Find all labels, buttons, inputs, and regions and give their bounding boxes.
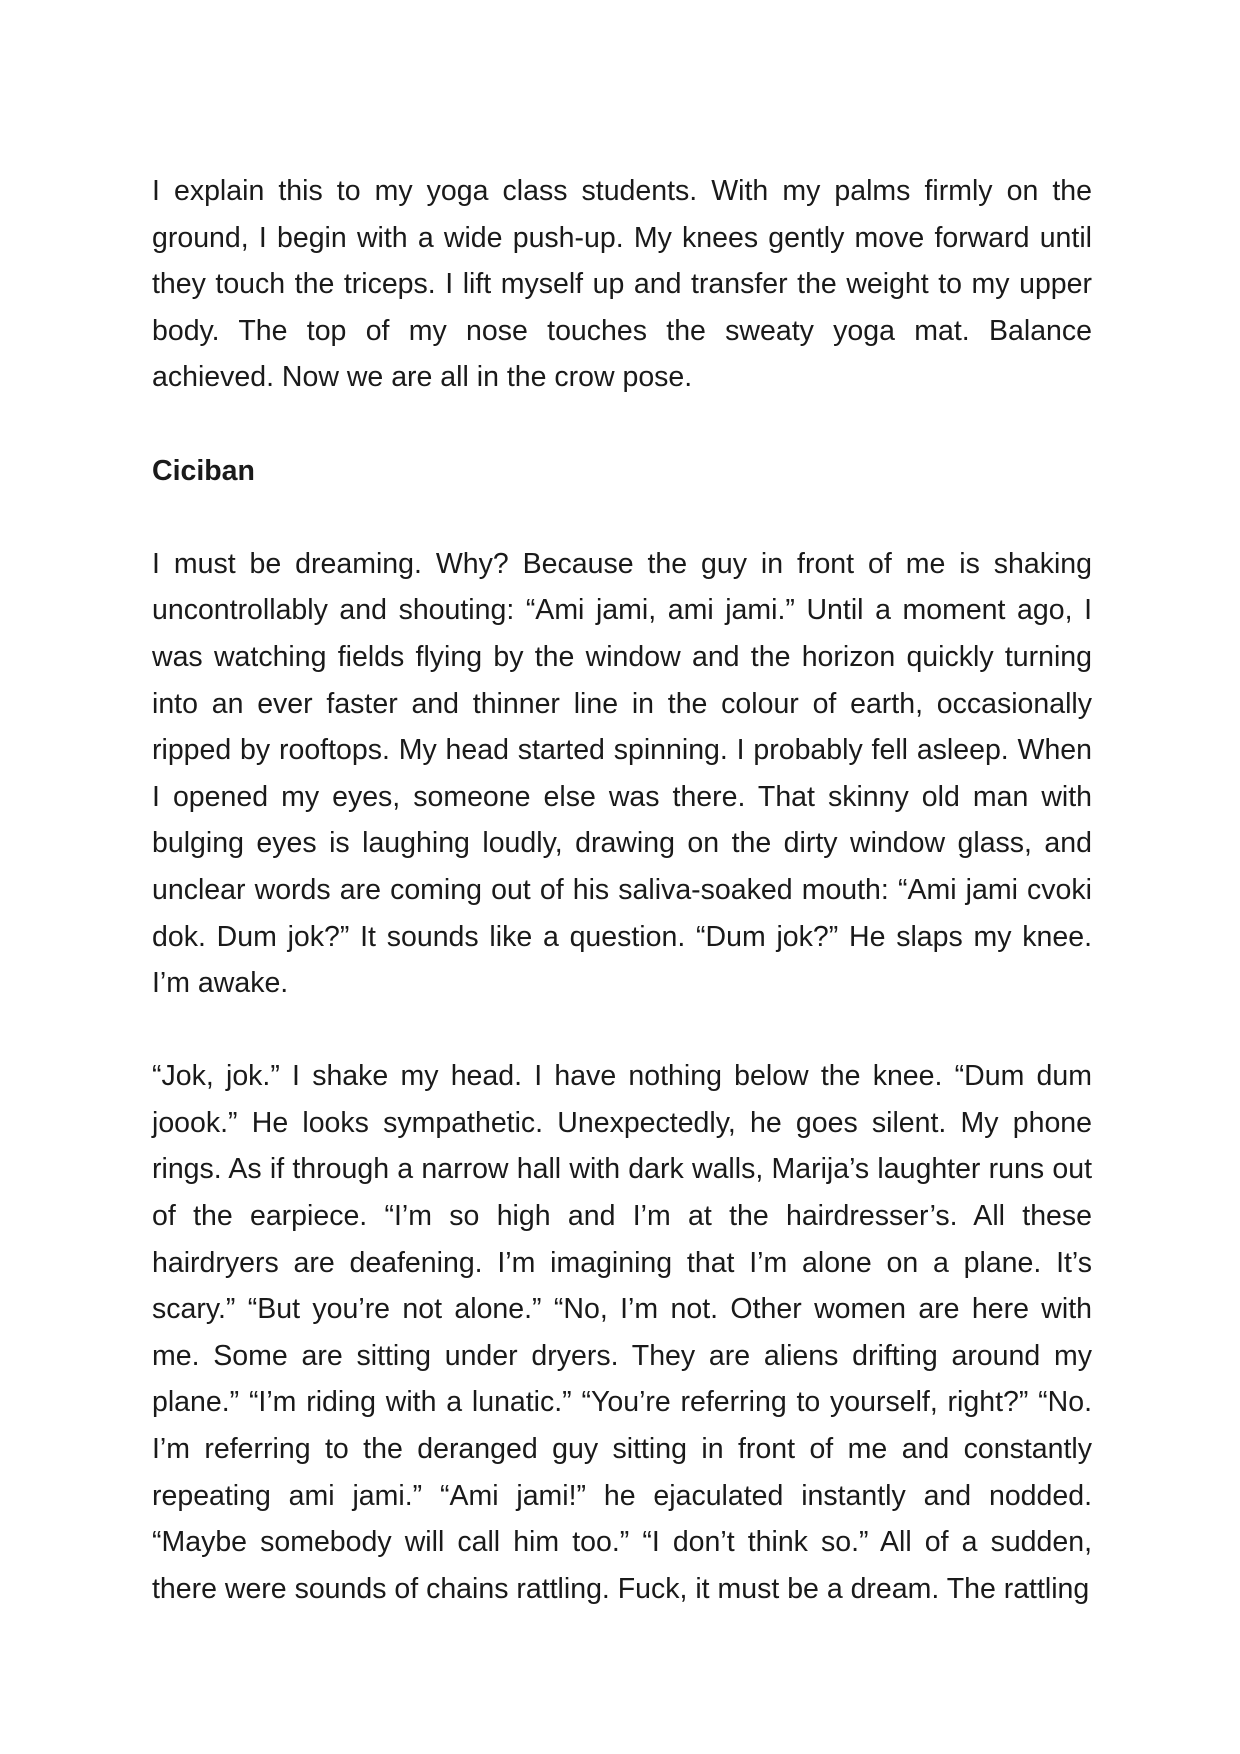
paragraph-yoga: I explain this to my yoga class students. With my palms firmly on the ground, I begin with a wide push-up. My knees gently move forward until they touch the triceps. I lift myself up and transfer the weight to my upper body. The top of my nose touches the sweaty yoga mat. Balance achieved. Now we are all in the crow pose. <box>152 175 1092 394</box>
paragraph-phone-call: “Jok, jok.” I shake my head. I have nothing below the knee. “Dum dum joook.” He looks sympathetic. Unexpectedly, he goes silent. My phone rings. As if through a narrow hall with dark walls, Marija’s laughter runs out of the earpiece. “I’m so high and I’m at the hairdresser’s. All these hairdryers are deafening. I’m imagining that I’m alone on a plane. It’s scary.” “But you’re not alone.” “No, I’m not. Other women are here with me. Some are sitting under dryers. They are aliens drifting around my plane.” “I’m riding with a lunatic.” “You’re referring to yourself, right?” “No. I’m referring to the deranged guy sitting in front of me and constantly repeating ami jami.” “Ami jami!” he ejaculated instantly and nodded. “Maybe somebody will call him too.” “I don’t think so.” All of a sudden, there were sounds of chains rattling. Fuck, it must be a dream. The rattling <box>152 1060 1092 1605</box>
paragraph-dream: I must be dreaming. Why? Because the guy in front of me is shaking uncontrollably and shouting: “Ami jami, ami jami.” Until a moment ago, I was watching fields flying by the window and the horizon quickly turning into an ever faster and thinner line in the colour of earth, occasionally ripped by rooftops. My head started spinning. I probably fell asleep. When I opened my eyes, someone else was there. That skinny old man with bulging eyes is laughing loudly, drawing on the dirty window glass, and unclear words are coming out of his saliva-soaked mouth: “Ami jami cvoki dok. Dum jok?” It sounds like a question. “Dum jok?” He slaps my knee. I’m awake. <box>152 547 1092 1000</box>
section-heading: Ciciban <box>152 454 255 487</box>
document-page <box>152 168 1092 1612</box>
